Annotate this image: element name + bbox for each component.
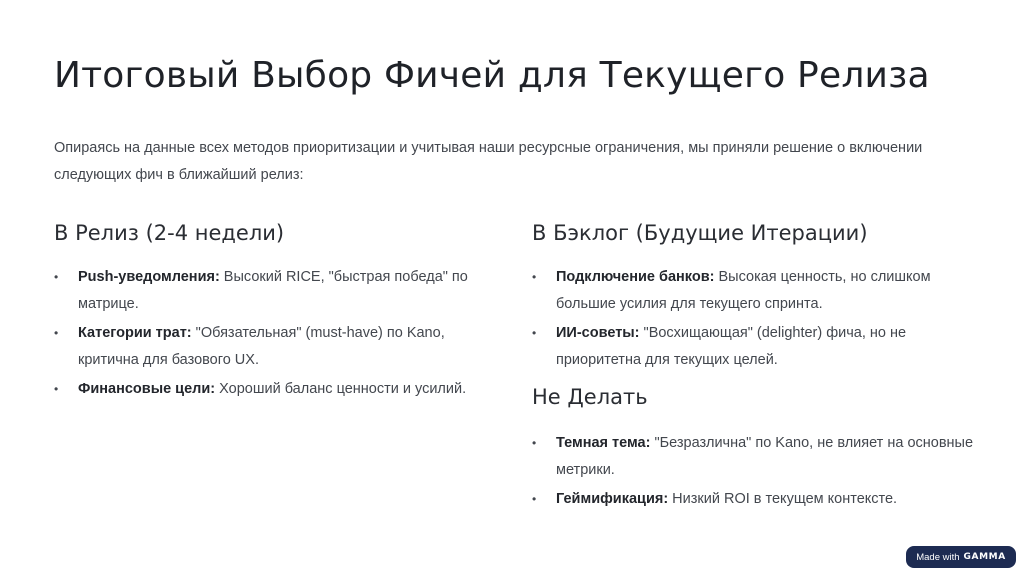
- backlog-list: [532, 264, 992, 374]
- item-text: Низкий ROI в текущем контексте.: [668, 491, 898, 507]
- item-label: Геймификация:: [556, 491, 669, 507]
- item-text: Высокая ценность, но слишком большие усилия для текущего спринта.: [556, 269, 931, 312]
- item-label: Push-уведомления:: [78, 269, 220, 285]
- item-label: Финансовые цели:: [78, 381, 216, 397]
- list-item: [54, 264, 504, 318]
- item-label: ИИ-советы:: [556, 325, 640, 341]
- list-item: [54, 376, 504, 403]
- bullet-icon: •: [532, 270, 537, 284]
- list-item: [532, 264, 992, 318]
- bullet-icon: •: [54, 382, 59, 396]
- list-item: [54, 320, 504, 374]
- item-text: "Безразлична" по Kano, не влияет на основные метрики.: [556, 435, 974, 478]
- bullet-icon: •: [532, 492, 537, 506]
- intro-paragraph: Опираясь на данные всех методов приоритизации и учитывая наши ресурсные ограничения, мы приняли решение о включении следующих фич в ближайший релиз:: [54, 140, 923, 183]
- list-item: [532, 430, 992, 484]
- backlog-column: [532, 216, 992, 515]
- badge-prefix: Made with: [916, 551, 960, 563]
- release-list: [54, 264, 504, 403]
- made-with-gamma-badge[interactable]: [906, 546, 1016, 568]
- list-item: [532, 486, 992, 513]
- bullet-icon: •: [532, 436, 537, 450]
- dont-do-heading: Не Делать: [532, 385, 648, 409]
- item-label: Подключение банков:: [556, 269, 715, 285]
- backlog-heading: В Бэклог (Будущие Итерации): [532, 221, 868, 245]
- dont-do-list: [532, 430, 992, 513]
- bullet-icon: •: [54, 326, 59, 340]
- item-text: Высокий RICE, "быстрая победа" по матрице.: [78, 269, 468, 312]
- bullet-icon: •: [532, 326, 537, 340]
- slide-title: Итоговый Выбор Фичей для Текущего Релиза: [54, 55, 930, 96]
- item-text: Хороший баланс ценности и усилий.: [215, 381, 467, 397]
- item-text: "Обязательная" (must-have) по Kano, критична для базового UX.: [78, 325, 445, 368]
- release-heading: В Релиз (2-4 недели): [54, 221, 285, 245]
- item-label: Категории трат:: [78, 325, 192, 341]
- list-item: [532, 320, 992, 374]
- release-column: [54, 216, 504, 405]
- gamma-logo: GAMMA: [963, 552, 1006, 562]
- bullet-icon: •: [54, 270, 59, 284]
- item-text: "Восхищающая" (delighter) фича, но не приоритетна для текущих целей.: [556, 325, 907, 368]
- item-label: Темная тема:: [556, 435, 651, 451]
